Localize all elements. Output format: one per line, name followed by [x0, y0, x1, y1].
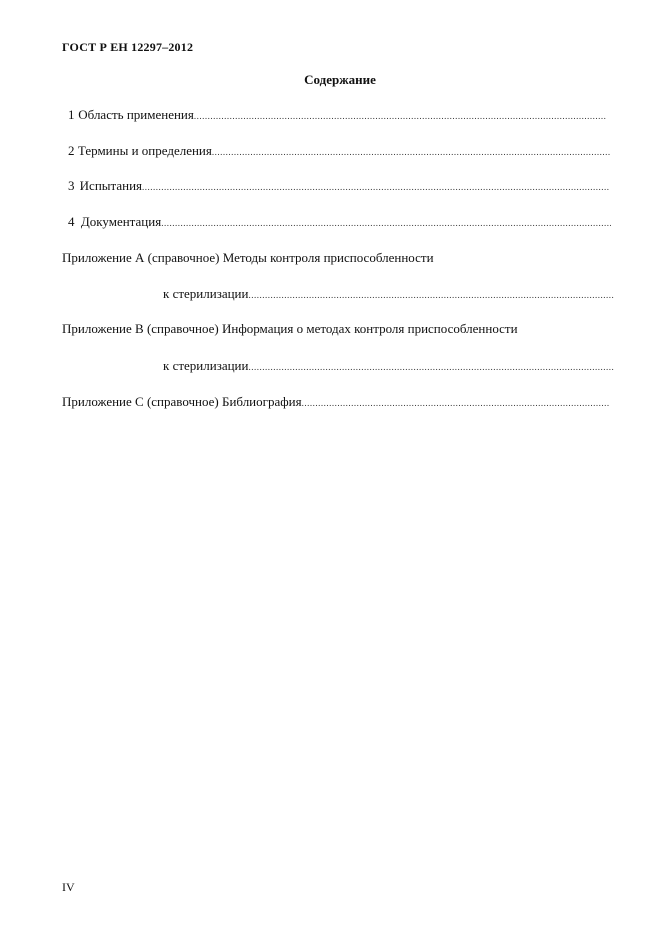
toc-entry-label: Документация: [80, 214, 162, 229]
toc-entry-label: Термины и определения: [77, 143, 212, 158]
dot-leader: [212, 143, 610, 161]
toc-entry-number: 4: [68, 214, 75, 229]
toc-title: Содержание: [304, 72, 376, 87]
toc-entry-label: к стерилизации: [163, 286, 249, 301]
toc-entry-label: Приложение С (справочное) Библиография: [62, 394, 302, 409]
toc-entry-number: 1: [68, 107, 75, 122]
toc-entry[interactable]: [68, 106, 606, 124]
toc-entry-number: 2: [68, 143, 75, 158]
toc-entry[interactable]: [68, 213, 611, 231]
toc-entry-label: Область применения: [78, 107, 194, 122]
dot-leader: [302, 394, 610, 412]
toc-annex-b-heading[interactable]: Приложение В (справочное) Информация о методах контроля приспособленности: [62, 321, 518, 336]
dot-leader: [248, 286, 614, 304]
dot-leader: [194, 107, 606, 125]
document-code: ГОСТ Р ЕН 12297–2012: [62, 40, 194, 54]
toc-annex-b-continuation[interactable]: [163, 357, 614, 375]
page-number: IV: [62, 880, 75, 894]
dot-leader: [142, 178, 610, 196]
toc-entry-number: 3: [68, 178, 75, 193]
toc-entry[interactable]: [68, 142, 610, 160]
toc-annex-c[interactable]: [62, 393, 610, 411]
dot-leader: [161, 214, 611, 232]
dot-leader: [248, 358, 614, 376]
toc-entry-label: к стерилизации: [163, 358, 249, 373]
toc-entry[interactable]: [68, 177, 610, 195]
toc-entry-label: Испытания: [79, 178, 143, 193]
toc-annex-a-continuation[interactable]: [163, 285, 614, 303]
toc-annex-a-heading[interactable]: Приложение А (справочное) Методы контроля приспособленности: [62, 250, 434, 265]
